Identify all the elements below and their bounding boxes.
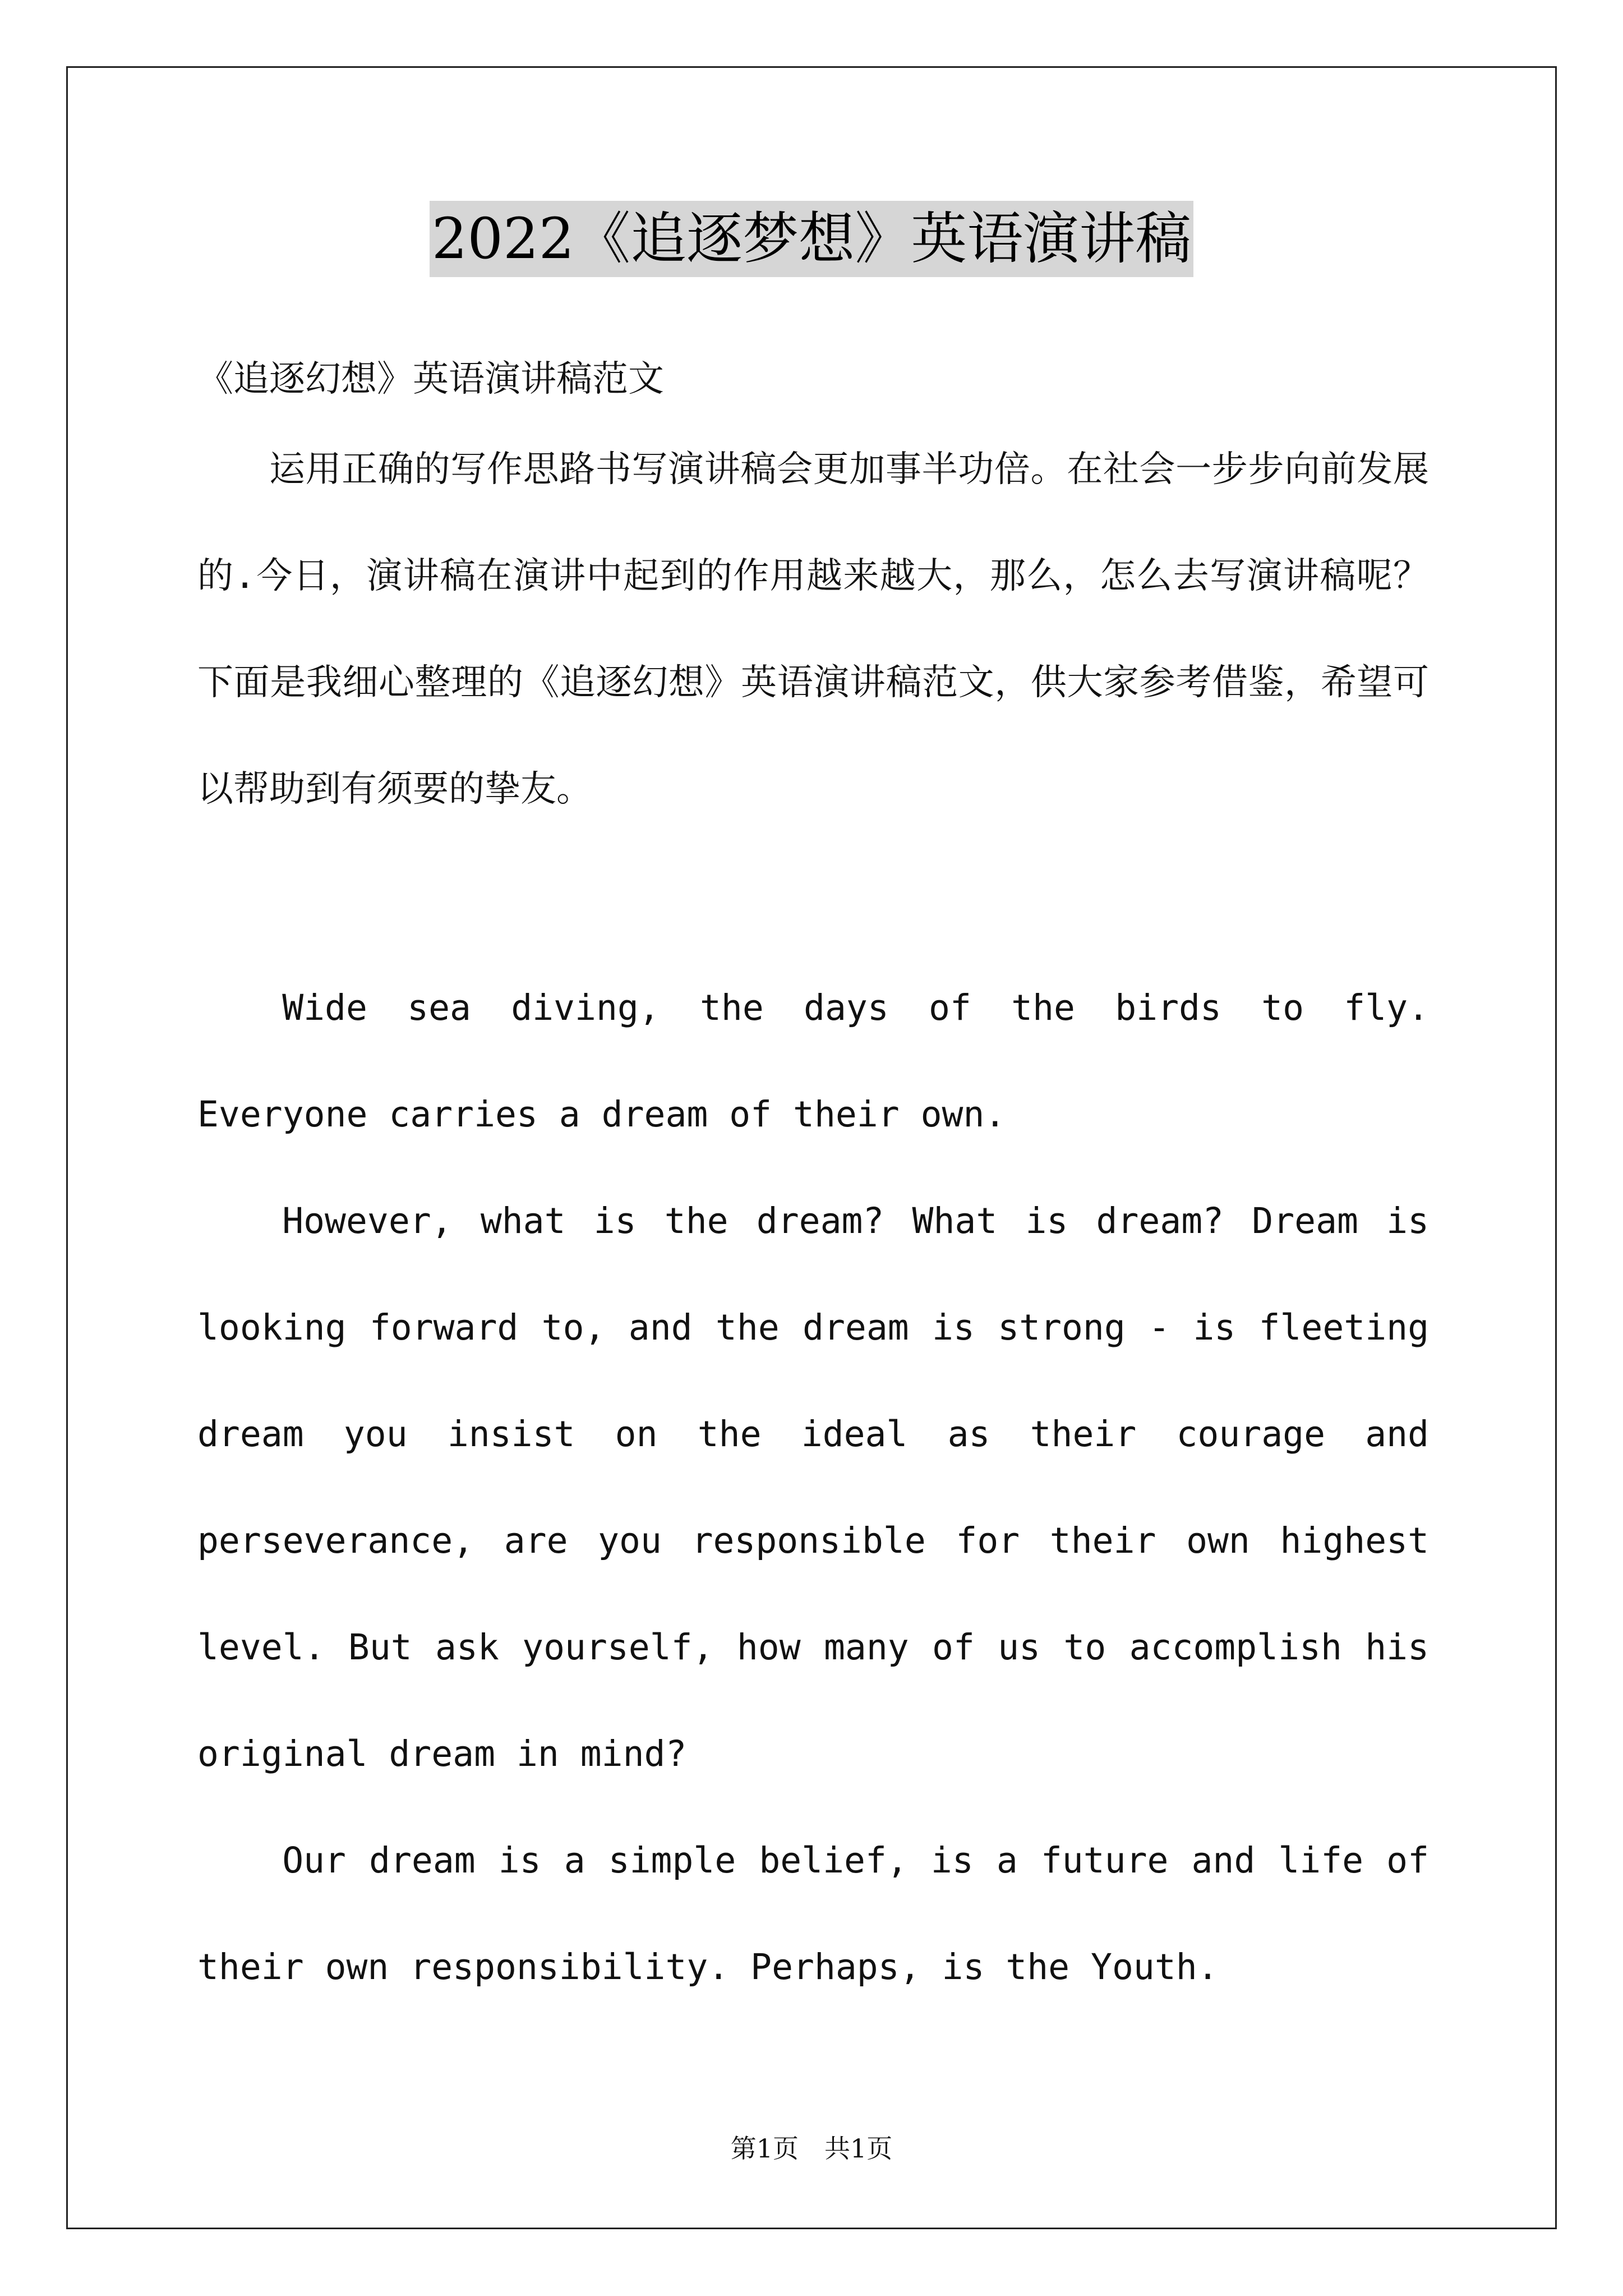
page-footer: 第1页 共1页 bbox=[730, 2133, 893, 2164]
english-paragraph-3: Our dream is a simple belief, is a future and life of their own responsibility. Perhaps, is the Youth. bbox=[197, 1840, 1429, 1987]
english-paragraph-1: Wide sea diving, the days of the birds to fly. Everyone carries a dream of their own. bbox=[197, 987, 1429, 1135]
title-block bbox=[0, 201, 1623, 277]
document-title: 2022《追逐梦想》英语演讲稿 bbox=[430, 201, 1194, 277]
paragraph-spacer bbox=[197, 843, 1429, 955]
english-paragraph-2: However, what is the dream? What is dream? Dream is looking forward to, and the dream is strong - is fleeting dream you insist on the ideal as their courage and perseverance, are you responsible for their own highest level. But ask yourself, how many of us to accomplish his original dream in mind? bbox=[197, 1200, 1429, 1774]
document-subtitle: 《追逐幻想》英语演讲稿范文 bbox=[197, 358, 664, 400]
document-body bbox=[197, 342, 1429, 2021]
intro-paragraph: 运用正确的写作思路书写演讲稿会更加事半功倍。在社会一步步向前发展的.今日，演讲稿在演讲中起到的作用越来越大，那么，怎么去写演讲稿呢？下面是我细心整理的《追逐幻想》英语演讲稿范文，供大家参考借鉴，希望可以帮助到有须要的挚友。 bbox=[197, 449, 1429, 810]
